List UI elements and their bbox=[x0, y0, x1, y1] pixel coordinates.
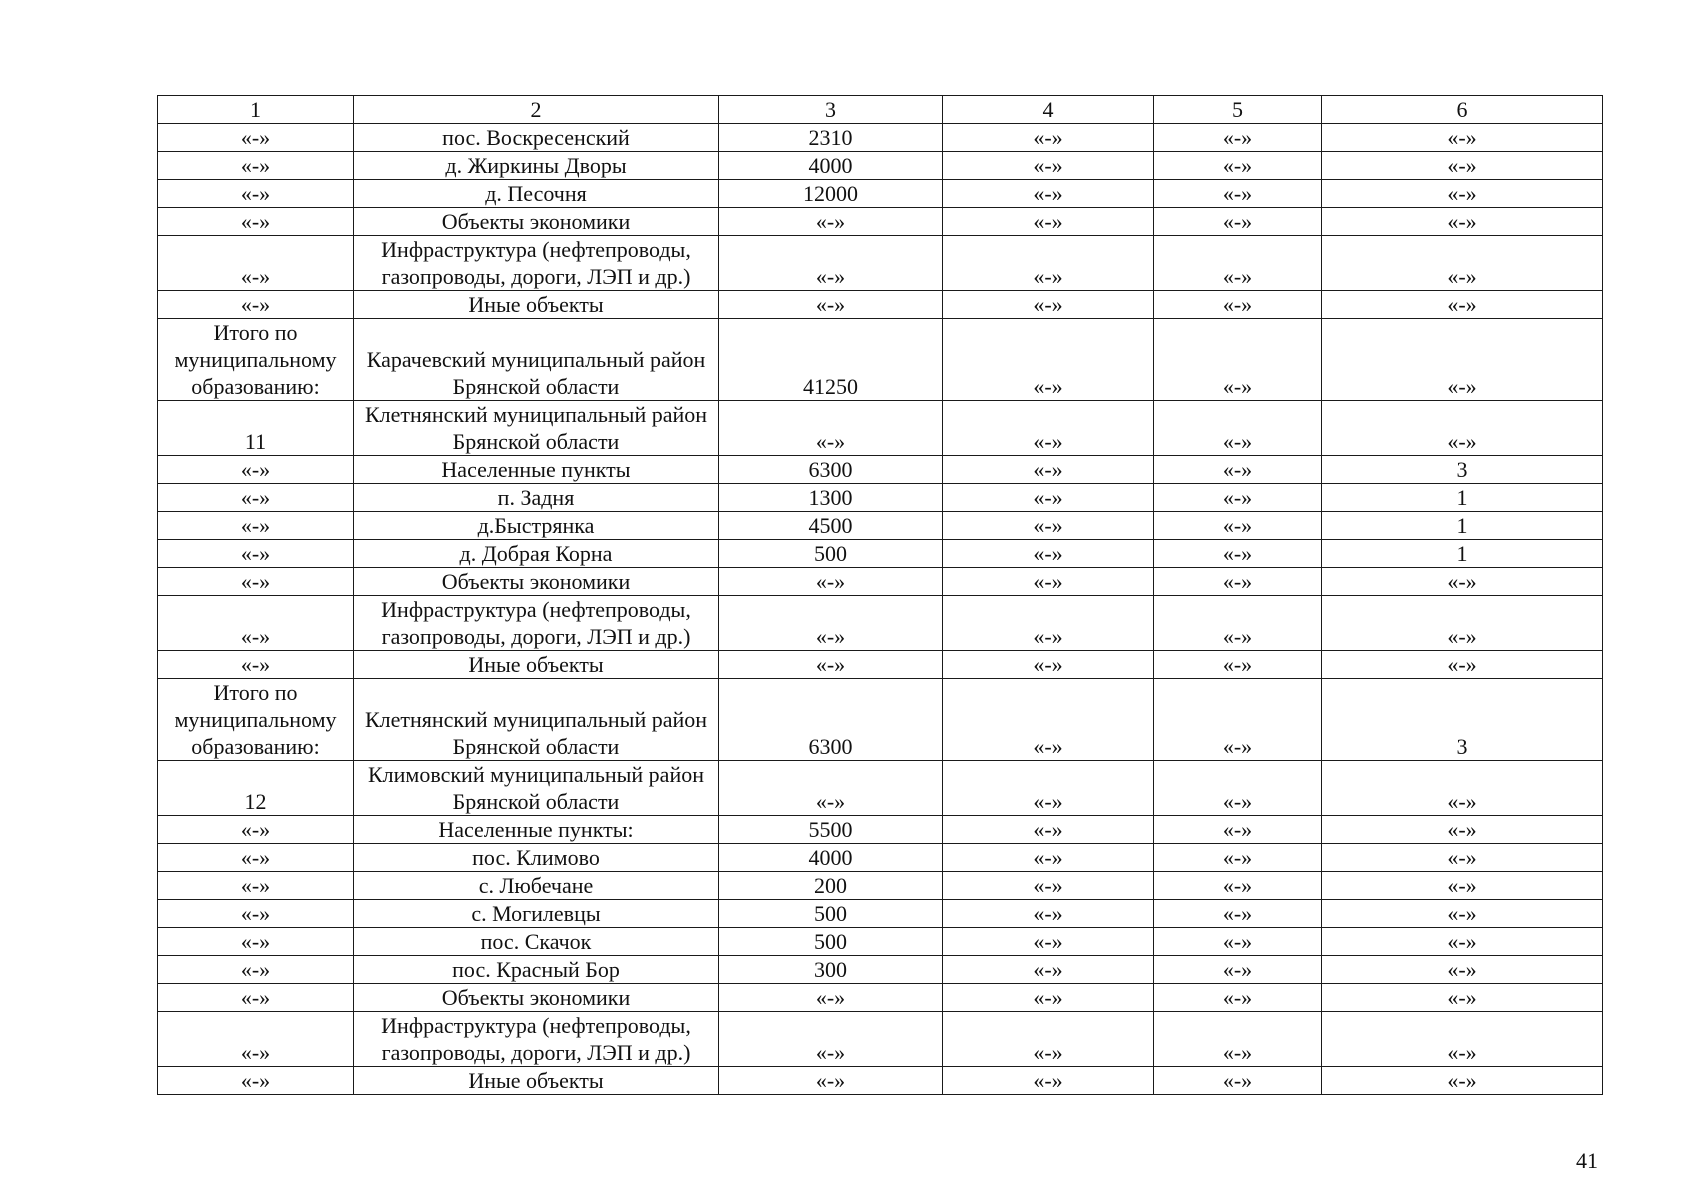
row-number-cell: «-» bbox=[158, 291, 354, 319]
column-header: 1 bbox=[158, 96, 354, 124]
value-cell: «-» bbox=[719, 1067, 943, 1095]
col4-cell: «-» bbox=[943, 291, 1154, 319]
table-row bbox=[158, 319, 1603, 401]
col6-cell: «-» bbox=[1322, 568, 1603, 596]
row-number-cell: «-» bbox=[158, 568, 354, 596]
value-cell: 4000 bbox=[719, 844, 943, 872]
col6-cell: 3 bbox=[1322, 456, 1603, 484]
value-cell: 500 bbox=[719, 900, 943, 928]
table-row bbox=[158, 236, 1603, 291]
col6-cell: «-» bbox=[1322, 956, 1603, 984]
value-cell: 200 bbox=[719, 872, 943, 900]
column-header: 5 bbox=[1154, 96, 1322, 124]
col4-cell: «-» bbox=[943, 1067, 1154, 1095]
value-cell: 41250 bbox=[719, 319, 943, 401]
table-row bbox=[158, 152, 1603, 180]
col4-cell: «-» bbox=[943, 984, 1154, 1012]
table-row bbox=[158, 872, 1603, 900]
col5-cell: «-» bbox=[1154, 291, 1322, 319]
value-cell: 4500 bbox=[719, 512, 943, 540]
table-row bbox=[158, 956, 1603, 984]
table-row bbox=[158, 1067, 1603, 1095]
row-number-cell: «-» bbox=[158, 651, 354, 679]
col4-cell: «-» bbox=[943, 124, 1154, 152]
value-cell: «-» bbox=[719, 596, 943, 651]
col5-cell: «-» bbox=[1154, 844, 1322, 872]
col4-cell: «-» bbox=[943, 208, 1154, 236]
col6-cell: 1 bbox=[1322, 512, 1603, 540]
table-row bbox=[158, 456, 1603, 484]
table-row bbox=[158, 124, 1603, 152]
column-header: 4 bbox=[943, 96, 1154, 124]
row-number-cell: Итого по муниципальному образованию: bbox=[158, 319, 354, 401]
col4-cell: «-» bbox=[943, 816, 1154, 844]
col5-cell: «-» bbox=[1154, 401, 1322, 456]
col6-cell: «-» bbox=[1322, 236, 1603, 291]
row-number-cell: 11 bbox=[158, 401, 354, 456]
table-row bbox=[158, 401, 1603, 456]
col4-cell: «-» bbox=[943, 1012, 1154, 1067]
value-cell: «-» bbox=[719, 401, 943, 456]
col4-cell: «-» bbox=[943, 540, 1154, 568]
table-row bbox=[158, 984, 1603, 1012]
col6-cell: «-» bbox=[1322, 844, 1603, 872]
table-row bbox=[158, 540, 1603, 568]
col6-cell: «-» bbox=[1322, 761, 1603, 816]
name-cell: пос. Климово bbox=[354, 844, 719, 872]
name-cell: Клетнянский муниципальный район Брянской области bbox=[354, 401, 719, 456]
name-cell: Карачевский муниципальный район Брянской области bbox=[354, 319, 719, 401]
name-cell: Иные объекты bbox=[354, 1067, 719, 1095]
col5-cell: «-» bbox=[1154, 816, 1322, 844]
row-number-cell: «-» bbox=[158, 180, 354, 208]
col5-cell: «-» bbox=[1154, 540, 1322, 568]
table-row bbox=[158, 484, 1603, 512]
col5-cell: «-» bbox=[1154, 484, 1322, 512]
value-cell: 6300 bbox=[719, 679, 943, 761]
col5-cell: «-» bbox=[1154, 1067, 1322, 1095]
table-body bbox=[158, 96, 1603, 1095]
value-cell: 5500 bbox=[719, 816, 943, 844]
col5-cell: «-» bbox=[1154, 900, 1322, 928]
col4-cell: «-» bbox=[943, 568, 1154, 596]
col6-cell: «-» bbox=[1322, 984, 1603, 1012]
name-cell: п. Задня bbox=[354, 484, 719, 512]
col5-cell: «-» bbox=[1154, 152, 1322, 180]
row-number-cell: «-» bbox=[158, 1012, 354, 1067]
col6-cell: «-» bbox=[1322, 872, 1603, 900]
col4-cell: «-» bbox=[943, 900, 1154, 928]
col5-cell: «-» bbox=[1154, 651, 1322, 679]
value-cell: «-» bbox=[719, 984, 943, 1012]
name-cell: пос. Скачок bbox=[354, 928, 719, 956]
name-cell: Населенные пункты: bbox=[354, 816, 719, 844]
value-cell: 12000 bbox=[719, 180, 943, 208]
row-number-cell: «-» bbox=[158, 512, 354, 540]
row-number-cell: «-» bbox=[158, 984, 354, 1012]
name-cell: Объекты экономики bbox=[354, 208, 719, 236]
row-number-cell: «-» bbox=[158, 900, 354, 928]
table-row bbox=[158, 844, 1603, 872]
col5-cell: «-» bbox=[1154, 596, 1322, 651]
col6-cell: «-» bbox=[1322, 651, 1603, 679]
table-header-row bbox=[158, 96, 1603, 124]
column-header: 6 bbox=[1322, 96, 1603, 124]
value-cell: «-» bbox=[719, 651, 943, 679]
value-cell: «-» bbox=[719, 208, 943, 236]
name-cell: пос. Воскресенский bbox=[354, 124, 719, 152]
col5-cell: «-» bbox=[1154, 1012, 1322, 1067]
col6-cell: «-» bbox=[1322, 291, 1603, 319]
row-number-cell: «-» bbox=[158, 152, 354, 180]
col6-cell: «-» bbox=[1322, 1012, 1603, 1067]
table-row bbox=[158, 651, 1603, 679]
row-number-cell: 12 bbox=[158, 761, 354, 816]
col5-cell: «-» bbox=[1154, 568, 1322, 596]
row-number-cell: «-» bbox=[158, 596, 354, 651]
col4-cell: «-» bbox=[943, 651, 1154, 679]
table-row bbox=[158, 761, 1603, 816]
col5-cell: «-» bbox=[1154, 956, 1322, 984]
table-row bbox=[158, 816, 1603, 844]
col6-cell: «-» bbox=[1322, 208, 1603, 236]
col5-cell: «-» bbox=[1154, 761, 1322, 816]
row-number-cell: «-» bbox=[158, 456, 354, 484]
col4-cell: «-» bbox=[943, 679, 1154, 761]
col6-cell: «-» bbox=[1322, 816, 1603, 844]
col6-cell: 3 bbox=[1322, 679, 1603, 761]
col5-cell: «-» bbox=[1154, 124, 1322, 152]
col6-cell: «-» bbox=[1322, 124, 1603, 152]
row-number-cell: «-» bbox=[158, 956, 354, 984]
data-table bbox=[157, 95, 1603, 1095]
row-number-cell: «-» bbox=[158, 872, 354, 900]
value-cell: 500 bbox=[719, 928, 943, 956]
row-number-cell: «-» bbox=[158, 928, 354, 956]
name-cell: Климовский муниципальный район Брянской области bbox=[354, 761, 719, 816]
value-cell: 500 bbox=[719, 540, 943, 568]
value-cell: «-» bbox=[719, 761, 943, 816]
value-cell: 2310 bbox=[719, 124, 943, 152]
name-cell: д.Быстрянка bbox=[354, 512, 719, 540]
column-header: 3 bbox=[719, 96, 943, 124]
col5-cell: «-» bbox=[1154, 984, 1322, 1012]
name-cell: Клетнянский муниципальный район Брянской области bbox=[354, 679, 719, 761]
row-number-cell: «-» bbox=[158, 1067, 354, 1095]
col5-cell: «-» bbox=[1154, 679, 1322, 761]
name-cell: д. Добрая Корна bbox=[354, 540, 719, 568]
table-row bbox=[158, 596, 1603, 651]
row-number-cell: «-» bbox=[158, 540, 354, 568]
col5-cell: «-» bbox=[1154, 208, 1322, 236]
col4-cell: «-» bbox=[943, 401, 1154, 456]
name-cell: с. Могилевцы bbox=[354, 900, 719, 928]
name-cell: д. Жиркины Дворы bbox=[354, 152, 719, 180]
row-number-cell: Итого по муниципальному образованию: bbox=[158, 679, 354, 761]
name-cell: д. Песочня bbox=[354, 180, 719, 208]
name-cell: Инфраструктура (нефтепроводы, газопроводы, дороги, ЛЭП и др.) bbox=[354, 596, 719, 651]
col5-cell: «-» bbox=[1154, 928, 1322, 956]
col4-cell: «-» bbox=[943, 928, 1154, 956]
col6-cell: «-» bbox=[1322, 152, 1603, 180]
row-number-cell: «-» bbox=[158, 844, 354, 872]
col4-cell: «-» bbox=[943, 512, 1154, 540]
col4-cell: «-» bbox=[943, 484, 1154, 512]
col4-cell: «-» bbox=[943, 319, 1154, 401]
col6-cell: «-» bbox=[1322, 319, 1603, 401]
table-row bbox=[158, 928, 1603, 956]
name-cell: Населенные пункты bbox=[354, 456, 719, 484]
row-number-cell: «-» bbox=[158, 208, 354, 236]
table-row bbox=[158, 291, 1603, 319]
table-row bbox=[158, 900, 1603, 928]
col4-cell: «-» bbox=[943, 956, 1154, 984]
col4-cell: «-» bbox=[943, 456, 1154, 484]
name-cell: с. Любечане bbox=[354, 872, 719, 900]
name-cell: Объекты экономики bbox=[354, 984, 719, 1012]
value-cell: 300 bbox=[719, 956, 943, 984]
table-row bbox=[158, 568, 1603, 596]
row-number-cell: «-» bbox=[158, 484, 354, 512]
col6-cell: «-» bbox=[1322, 928, 1603, 956]
value-cell: 4000 bbox=[719, 152, 943, 180]
value-cell: «-» bbox=[719, 568, 943, 596]
col5-cell: «-» bbox=[1154, 236, 1322, 291]
name-cell: пос. Красный Бор bbox=[354, 956, 719, 984]
name-cell: Иные объекты bbox=[354, 291, 719, 319]
col4-cell: «-» bbox=[943, 180, 1154, 208]
col6-cell: «-» bbox=[1322, 900, 1603, 928]
col5-cell: «-» bbox=[1154, 456, 1322, 484]
col5-cell: «-» bbox=[1154, 319, 1322, 401]
table-row bbox=[158, 180, 1603, 208]
name-cell: Инфраструктура (нефтепроводы, газопроводы, дороги, ЛЭП и др.) bbox=[354, 236, 719, 291]
col4-cell: «-» bbox=[943, 152, 1154, 180]
row-number-cell: «-» bbox=[158, 124, 354, 152]
column-header: 2 bbox=[354, 96, 719, 124]
col6-cell: «-» bbox=[1322, 596, 1603, 651]
col6-cell: «-» bbox=[1322, 1067, 1603, 1095]
row-number-cell: «-» bbox=[158, 236, 354, 291]
table-row bbox=[158, 679, 1603, 761]
value-cell: 1300 bbox=[719, 484, 943, 512]
value-cell: «-» bbox=[719, 236, 943, 291]
col6-cell: 1 bbox=[1322, 484, 1603, 512]
name-cell: Объекты экономики bbox=[354, 568, 719, 596]
name-cell: Иные объекты bbox=[354, 651, 719, 679]
page-number: 41 bbox=[1576, 1148, 1598, 1173]
row-number-cell: «-» bbox=[158, 816, 354, 844]
name-cell: Инфраструктура (нефтепроводы, газопроводы, дороги, ЛЭП и др.) bbox=[354, 1012, 719, 1067]
col4-cell: «-» bbox=[943, 844, 1154, 872]
table-row bbox=[158, 512, 1603, 540]
value-cell: «-» bbox=[719, 1012, 943, 1067]
col5-cell: «-» bbox=[1154, 180, 1322, 208]
table-row bbox=[158, 1012, 1603, 1067]
col6-cell: «-» bbox=[1322, 180, 1603, 208]
col6-cell: 1 bbox=[1322, 540, 1603, 568]
col4-cell: «-» bbox=[943, 596, 1154, 651]
col4-cell: «-» bbox=[943, 236, 1154, 291]
value-cell: «-» bbox=[719, 291, 943, 319]
col4-cell: «-» bbox=[943, 761, 1154, 816]
value-cell: 6300 bbox=[719, 456, 943, 484]
col4-cell: «-» bbox=[943, 872, 1154, 900]
table-row bbox=[158, 208, 1603, 236]
col6-cell: «-» bbox=[1322, 401, 1603, 456]
col5-cell: «-» bbox=[1154, 512, 1322, 540]
col5-cell: «-» bbox=[1154, 872, 1322, 900]
